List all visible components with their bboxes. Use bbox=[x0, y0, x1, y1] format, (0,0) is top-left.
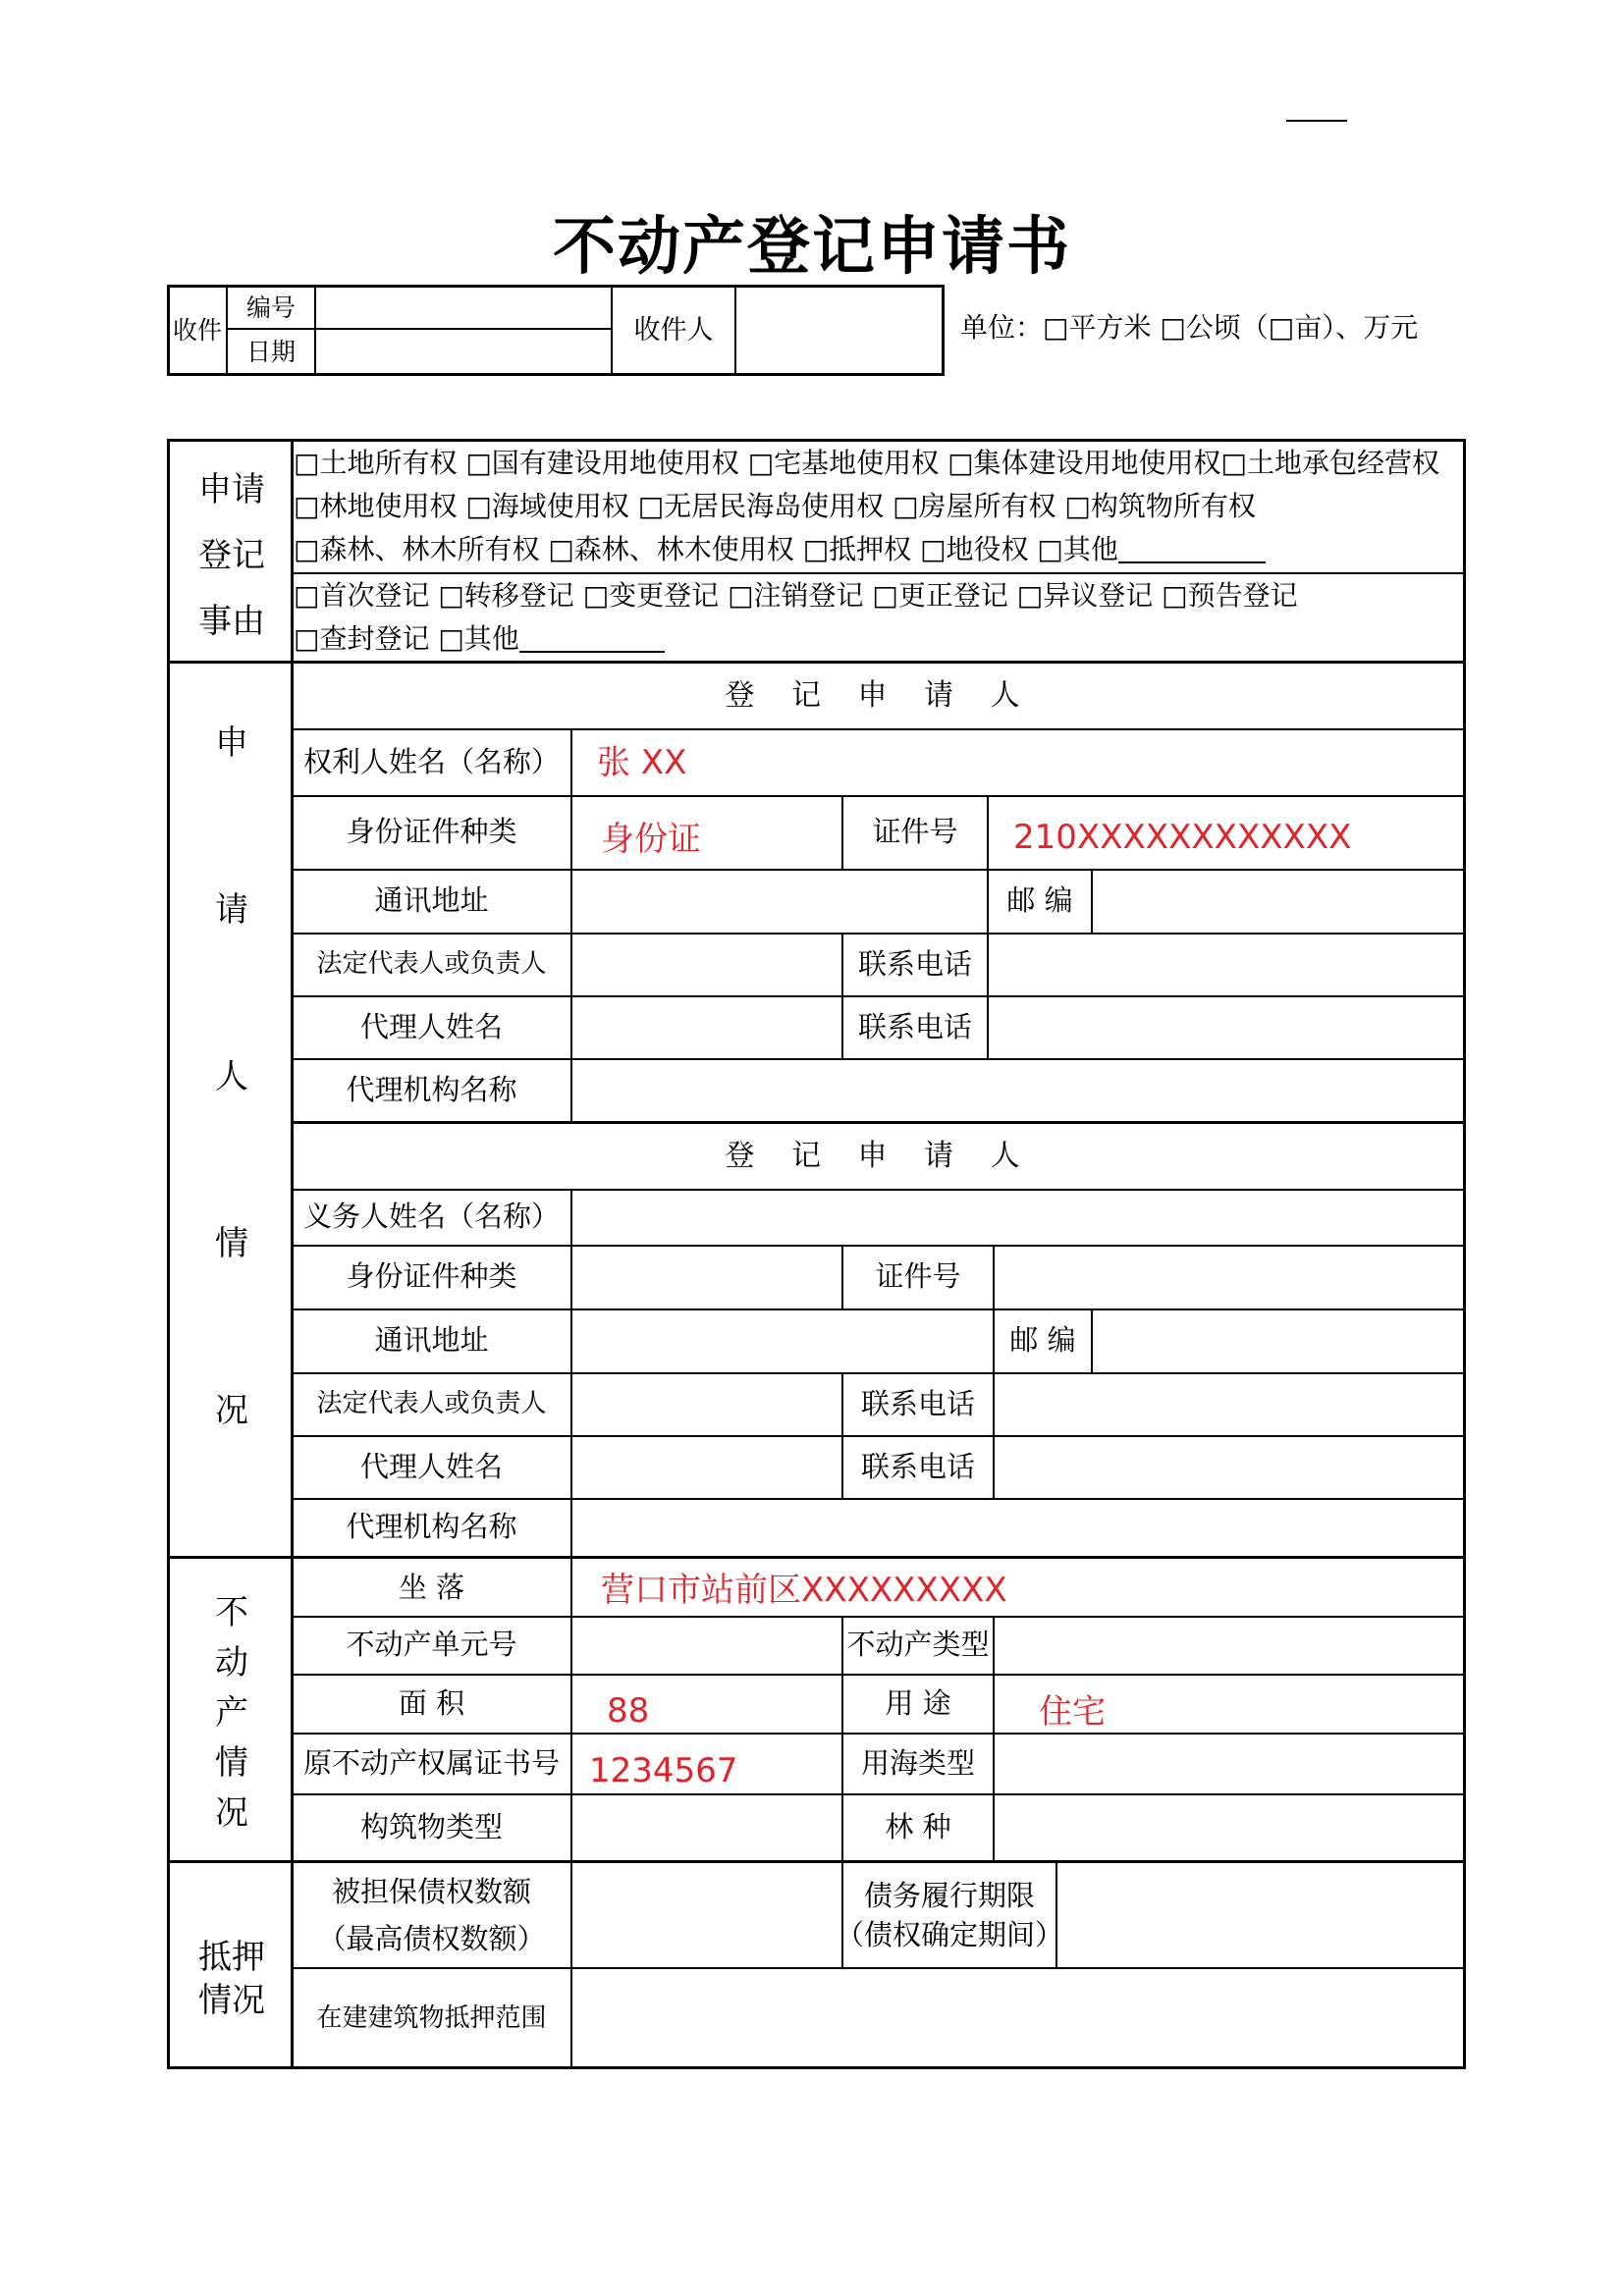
section-title-obligor: 登 记 申 请 人 bbox=[725, 1139, 1034, 1173]
rights-holder-id-no-label: 证件号 bbox=[872, 815, 958, 848]
rights-holder-agency-label: 代理机构名称 bbox=[346, 1072, 517, 1106]
location-label: 坐 落 bbox=[398, 1570, 465, 1604]
orig-cert-label: 原不动产权属证书号 bbox=[302, 1745, 560, 1780]
orig-cert-value[interactable]: 1234567 bbox=[589, 1751, 738, 1790]
obligor-legal-rep-label: 法定代表人或负责人 bbox=[316, 1389, 547, 1418]
rights-holder-phone-label-1: 联系电话 bbox=[857, 946, 972, 981]
number-field[interactable] bbox=[316, 287, 609, 328]
reg-type-line-1[interactable]: □首次登记 □转移登记 □变更登记 □注销登记 □更正登记 □异议登记 □预告登记 bbox=[294, 579, 1298, 612]
debt-term-label: 债务履行期限 （债权确定期间） bbox=[836, 1879, 1064, 1951]
rights-holder-name-label: 权利人姓名（名称） bbox=[302, 744, 560, 778]
usage-label: 用 途 bbox=[885, 1685, 951, 1720]
obligor-id-no-label: 证件号 bbox=[875, 1259, 961, 1293]
reg-type-line-2[interactable]: □查封登记 □其他 bbox=[294, 625, 665, 653]
page-title: 不动产登记申请书 bbox=[553, 211, 1071, 284]
top-dash-mark bbox=[1286, 120, 1347, 122]
unit-no-label: 不动产单元号 bbox=[346, 1628, 517, 1661]
applicant-side-label: 申 请 人 情 况 bbox=[215, 723, 248, 1430]
usage-value[interactable]: 住宅 bbox=[1039, 1692, 1106, 1732]
rights-holder-postcode-label: 邮 编 bbox=[1006, 883, 1073, 917]
obligor-agent-label: 代理人姓名 bbox=[359, 1449, 503, 1483]
obligor-phone-label-1: 联系电话 bbox=[860, 1386, 975, 1420]
obligor-address-label: 通讯地址 bbox=[374, 1323, 489, 1357]
property-side-label: 不 动 产 情 况 bbox=[215, 1593, 248, 1833]
obligor-id-type-label: 身份证件种类 bbox=[346, 1259, 517, 1293]
number-label: 编号 bbox=[245, 293, 296, 322]
obligor-name-label: 义务人姓名（名称） bbox=[302, 1200, 560, 1233]
rights-holder-id-type-value[interactable]: 身份证 bbox=[601, 820, 701, 859]
property-type-label: 不动产类型 bbox=[846, 1628, 990, 1661]
rights-holder-phone-label-2: 联系电话 bbox=[857, 1009, 972, 1043]
receiver-label: 收件人 bbox=[633, 315, 714, 346]
rights-holder-id-no-value[interactable]: 210XXXXXXXXXXXX bbox=[1013, 818, 1352, 857]
obligor-agency-label: 代理机构名称 bbox=[346, 1510, 517, 1543]
mortgage-side-label: 抵押 情况 bbox=[198, 1938, 265, 2020]
sea-type-label: 用海类型 bbox=[860, 1745, 975, 1780]
rights-type-line-3[interactable]: □森林、林木所有权 □森林、林木使用权 □抵押权 □地役权 □其他 bbox=[294, 536, 1266, 563]
construction-mortgage-scope-label: 在建建筑物抵押范围 bbox=[316, 2003, 547, 2033]
obligor-phone-label-2: 联系电话 bbox=[860, 1449, 975, 1483]
rights-holder-agent-label: 代理人姓名 bbox=[359, 1009, 503, 1043]
section-title-rights-holder: 登 记 申 请 人 bbox=[725, 678, 1034, 713]
rights-type-line-1[interactable]: □土地所有权 □国有建设用地使用权 □宅基地使用权 □集体建设用地使用权□土地承包经营权 bbox=[294, 447, 1439, 479]
rights-holder-legal-rep-label: 法定代表人或负责人 bbox=[316, 949, 547, 979]
forest-type-label: 林 种 bbox=[885, 1809, 951, 1843]
area-label: 面 积 bbox=[398, 1685, 465, 1720]
location-value[interactable]: 营口市站前区XXXXXXXXX bbox=[601, 1571, 1007, 1610]
obligor-postcode-label: 邮 编 bbox=[1009, 1323, 1076, 1357]
receiver-field[interactable] bbox=[736, 287, 943, 374]
receipt-label: 收件 bbox=[172, 316, 222, 345]
area-value[interactable]: 88 bbox=[607, 1691, 650, 1731]
rights-holder-address-label: 通讯地址 bbox=[374, 883, 489, 917]
date-label: 日期 bbox=[245, 337, 296, 366]
rights-holder-name-value[interactable]: 张 XX bbox=[597, 743, 687, 782]
rights-type-line-2[interactable]: □林地使用权 □海域使用权 □无居民海岛使用权 □房屋所有权 □构筑物所有权 bbox=[294, 490, 1256, 522]
secured-amount-label: 被担保债权数额 （最高债权数额） bbox=[317, 1875, 546, 1955]
unit-selector[interactable]: 单位：□平方米 □公顷（□亩）、万元 bbox=[960, 311, 1419, 344]
reg-matter-side-label: 申请 登记 事由 bbox=[198, 470, 265, 641]
rights-holder-id-type-label: 身份证件种类 bbox=[346, 815, 517, 848]
date-field[interactable] bbox=[316, 330, 609, 373]
structure-type-label: 构筑物类型 bbox=[359, 1809, 503, 1843]
